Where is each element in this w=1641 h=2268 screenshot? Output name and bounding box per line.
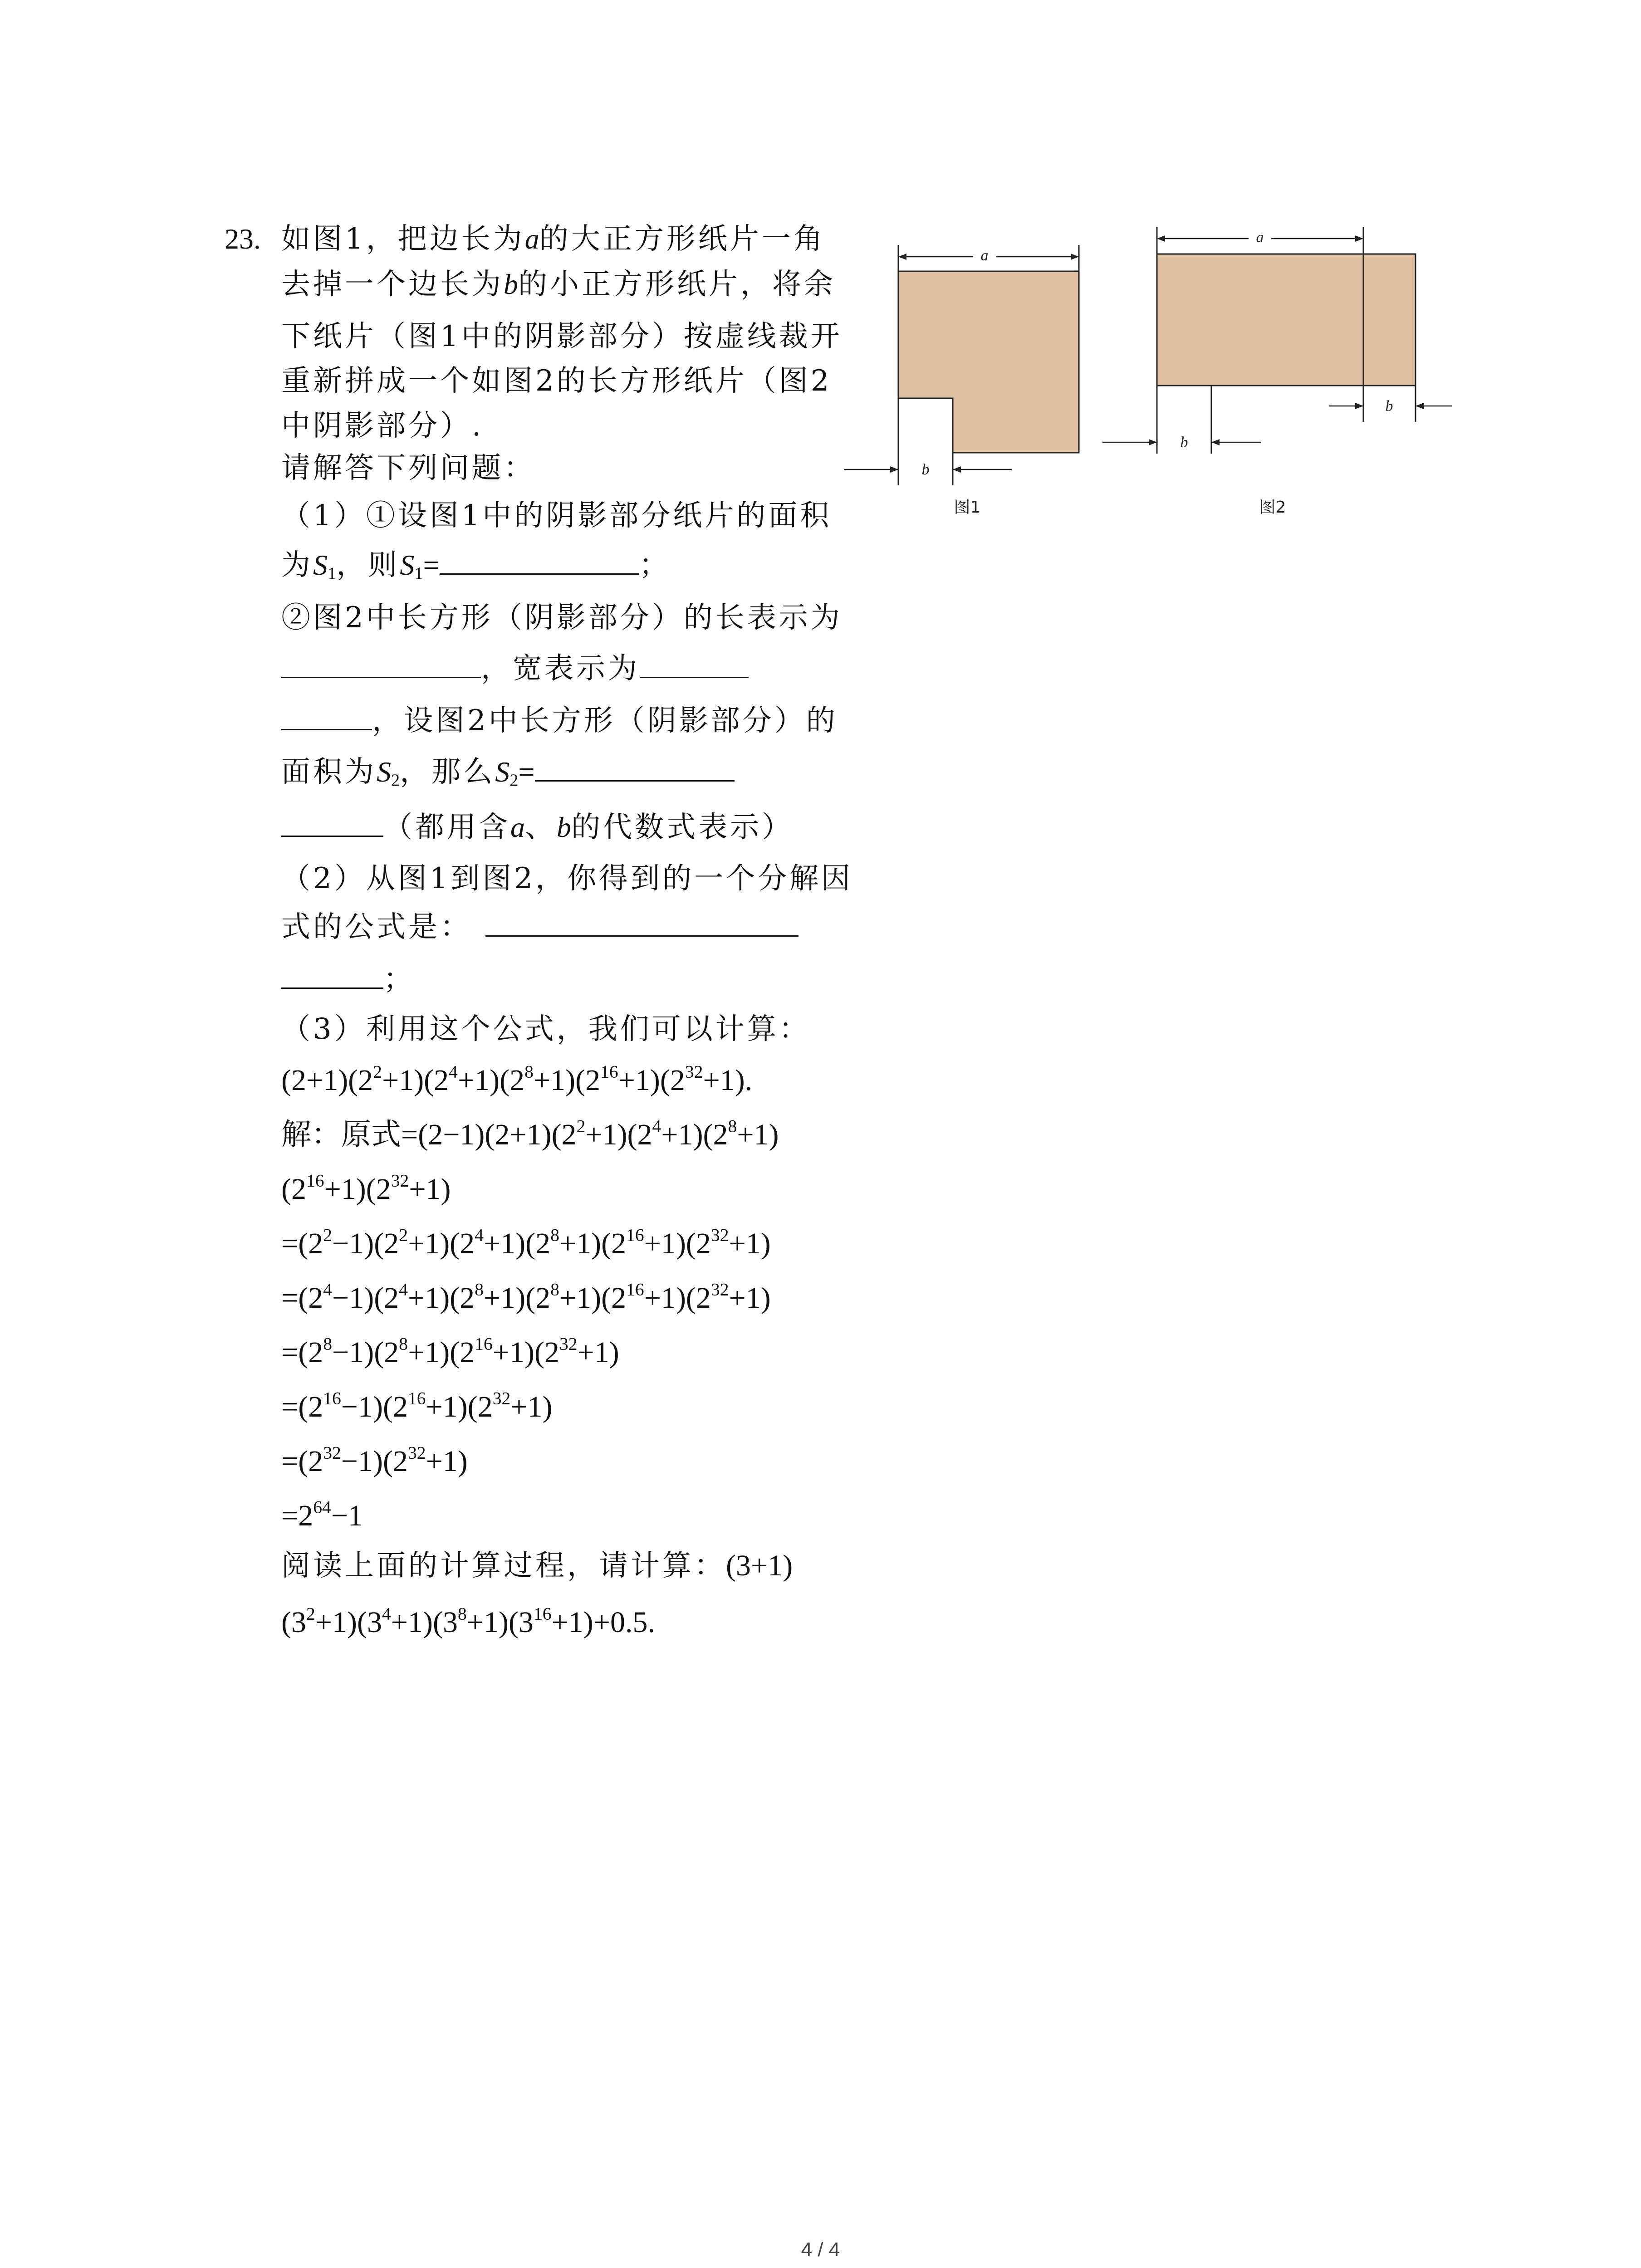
figure-1-shaded-region bbox=[898, 271, 1079, 453]
text-run: 、 bbox=[525, 811, 557, 844]
expr-base: +1) bbox=[729, 1227, 771, 1260]
expr-exponent: 32 bbox=[710, 1279, 729, 1300]
math-variable: a bbox=[524, 223, 539, 255]
s1-answer-blank[interactable] bbox=[440, 550, 639, 575]
math-variable: b bbox=[504, 268, 518, 300]
expr-exponent: 32 bbox=[323, 1442, 341, 1463]
expr-exponent: 16 bbox=[626, 1225, 644, 1245]
expr-base: +1) bbox=[729, 1281, 771, 1315]
width-answer-blank-cont[interactable] bbox=[281, 705, 372, 730]
width-answer-blank[interactable] bbox=[640, 653, 749, 678]
stem-line-2 bbox=[281, 270, 836, 299]
expr-exponent: 8 bbox=[550, 1279, 559, 1300]
text-run: 中阴影部分）. bbox=[281, 409, 484, 443]
text-run: 的代数式表示） bbox=[571, 811, 794, 844]
expr-base: +1) bbox=[409, 1173, 451, 1206]
expr-base: +1)(2 bbox=[492, 1336, 559, 1369]
expr-base: +1)(2 bbox=[585, 1118, 652, 1151]
expr-exponent: 4 bbox=[399, 1279, 408, 1300]
expr-exponent: 8 bbox=[728, 1116, 737, 1136]
q1-line-5: ，设图2中长方形（阴影部分）的 bbox=[281, 705, 838, 735]
expr-base: =(2 bbox=[281, 1281, 323, 1315]
text-run: 下纸片（图1中的阴影部分）按虚线裁开 bbox=[281, 320, 843, 353]
solution-line-5 bbox=[281, 1334, 619, 1369]
expr-base: (3 bbox=[281, 1606, 306, 1639]
expr-base: +1)(2 bbox=[483, 1281, 551, 1315]
stem-line-3 bbox=[281, 322, 843, 351]
text-run: 的小正方形纸片，将余 bbox=[518, 268, 836, 301]
expr-exponent: 32 bbox=[407, 1442, 426, 1463]
expr-base: −1 bbox=[331, 1499, 363, 1532]
q1-line-7 bbox=[281, 812, 794, 842]
expr-exponent: 4 bbox=[382, 1603, 391, 1624]
solution-line-4 bbox=[281, 1279, 771, 1315]
expr-base: +1)(2 bbox=[407, 1281, 475, 1315]
math-variable: b bbox=[557, 811, 571, 843]
expr-exponent: 2 bbox=[576, 1116, 586, 1136]
stem-line-1 bbox=[281, 222, 825, 256]
expr-base: (2+1)(2 bbox=[281, 1064, 373, 1097]
problem-number: 23. bbox=[225, 223, 261, 255]
expr-exponent: 16 bbox=[600, 1061, 618, 1082]
expr-exponent: 64 bbox=[313, 1497, 331, 1517]
expr-exponent: 8 bbox=[475, 1279, 484, 1300]
expr-base: (2 bbox=[281, 1173, 306, 1206]
expr-base: −1)(2 bbox=[332, 1336, 399, 1369]
figure-1 bbox=[844, 245, 1079, 517]
expr-exponent: 32 bbox=[559, 1334, 578, 1354]
figure-1-label-b: b bbox=[921, 461, 930, 478]
text-run: 如图1，把边长为 bbox=[281, 222, 525, 256]
expr-base: +1)+0.5. bbox=[551, 1606, 655, 1639]
expr-base: −1)(2 bbox=[332, 1227, 399, 1260]
expr-base: +1)(2 bbox=[426, 1390, 493, 1423]
q1-line-4: ，宽表示为 bbox=[281, 653, 749, 683]
expr-base: +1)(2 bbox=[559, 1281, 627, 1315]
expr-exponent: 2 bbox=[306, 1603, 315, 1624]
stem-line-5 bbox=[281, 409, 484, 443]
text-run: 重新拼成一个如图2的长方形纸片（图2 bbox=[281, 364, 832, 398]
expr-exponent: 16 bbox=[306, 1170, 324, 1191]
q1-line-2: 为$S_1$，则$S_1=$ ； bbox=[281, 548, 671, 583]
expr-base: +1) bbox=[426, 1445, 468, 1478]
expr-exponent: 32 bbox=[492, 1388, 511, 1408]
figure-1-dim-b bbox=[844, 461, 1012, 478]
expr-exponent: 8 bbox=[323, 1334, 332, 1354]
expr-exponent: 4 bbox=[323, 1279, 332, 1300]
text-run: 请解答下列问题： bbox=[281, 451, 535, 485]
expr-base: (3+1) bbox=[726, 1549, 793, 1582]
expr-exponent: 4 bbox=[652, 1116, 661, 1136]
formula-answer-blank[interactable] bbox=[485, 912, 798, 937]
stem-line-4 bbox=[281, 364, 832, 398]
expr-base: +1)(2 bbox=[407, 1336, 475, 1369]
figure-2 bbox=[1102, 227, 1452, 517]
q2-line-2: 式的公式是： bbox=[281, 912, 798, 942]
expr-base: =(2 bbox=[281, 1445, 323, 1478]
expr-base: +1). bbox=[703, 1064, 753, 1097]
expr-base: +1)(3 bbox=[391, 1606, 458, 1639]
expr-base: +1)(3 bbox=[466, 1606, 534, 1639]
expr-base: =(2 bbox=[281, 1227, 323, 1260]
expr-exponent: 32 bbox=[391, 1170, 409, 1191]
expr-exponent: 4 bbox=[449, 1061, 458, 1082]
expr-base: +1)(2 bbox=[324, 1173, 391, 1206]
s2-answer-blank-cont[interactable] bbox=[281, 812, 383, 837]
q1-line-1: （1）①设图1中的阴影部分纸片的面积 bbox=[281, 499, 832, 533]
expr-exponent: 8 bbox=[550, 1225, 559, 1245]
expr-base: +1)(2 bbox=[483, 1227, 551, 1260]
s2-answer-blank[interactable] bbox=[535, 757, 735, 782]
expr-exponent: 16 bbox=[626, 1279, 644, 1300]
figure-2-label-a: a bbox=[1256, 229, 1264, 246]
expr-base: +1)(2 bbox=[661, 1118, 728, 1151]
solution-line-8 bbox=[281, 1497, 363, 1532]
expr-base: +1)(2 bbox=[457, 1064, 525, 1097]
figure-1-label-a: a bbox=[980, 247, 989, 264]
read-prompt-line: 阅读上面的计算过程，请计算：(3+1) bbox=[281, 1549, 793, 1583]
text-run: 去掉一个边长为 bbox=[281, 268, 504, 301]
expr-base: =(2 bbox=[281, 1336, 323, 1369]
q1-line-3: ②图2中长方形（阴影部分）的长表示为 bbox=[281, 601, 843, 635]
q2-line-1: （2）从图1到图2，你得到的一个分解因 bbox=[281, 862, 853, 895]
expr-base: +1)(2 bbox=[407, 1227, 475, 1260]
solution-line-7 bbox=[281, 1442, 468, 1478]
expr-base: +1) bbox=[737, 1118, 779, 1151]
figure-2-shaded-rectangle bbox=[1157, 254, 1416, 386]
q3-expression bbox=[281, 1061, 753, 1097]
expr-base: +1)(2 bbox=[644, 1227, 711, 1260]
figure-2-label-b-bottom: b bbox=[1180, 434, 1188, 451]
text-run: （都用含 bbox=[383, 811, 510, 844]
expr-base: +1)(2 bbox=[382, 1064, 449, 1097]
figure-2-label-b-right: b bbox=[1385, 398, 1393, 415]
q2-line-3: ； bbox=[281, 964, 415, 994]
figure-1-caption: 图1 bbox=[954, 498, 981, 517]
expr-exponent: 16 bbox=[323, 1388, 341, 1408]
expr-base: +1)(2 bbox=[533, 1064, 601, 1097]
solution-line-3 bbox=[281, 1225, 771, 1260]
expr-exponent: 2 bbox=[323, 1225, 332, 1245]
expr-exponent: 32 bbox=[685, 1061, 703, 1082]
figure-2-dim-a bbox=[1157, 227, 1363, 248]
expr-base: −1)(2 bbox=[332, 1281, 399, 1315]
math-variable: a bbox=[510, 811, 525, 843]
figure-2-dim-b-bottom bbox=[1102, 434, 1261, 451]
expr-exponent: 16 bbox=[475, 1334, 493, 1354]
solution-line-2 bbox=[281, 1170, 451, 1206]
expr-exponent: 16 bbox=[407, 1388, 426, 1408]
expr-exponent: 8 bbox=[399, 1334, 408, 1354]
expr-base: +1) bbox=[510, 1390, 553, 1423]
expr-exponent: 16 bbox=[533, 1603, 552, 1624]
expr-base: =2 bbox=[281, 1499, 314, 1532]
expr-exponent: 4 bbox=[475, 1225, 484, 1245]
expr-base: +1)(2 bbox=[559, 1227, 627, 1260]
expr-base: −1)(2 bbox=[341, 1390, 408, 1423]
figure-2-dim-b-right bbox=[1329, 398, 1452, 415]
expr-base: =(2 bbox=[281, 1390, 323, 1423]
expr-exponent: 8 bbox=[524, 1061, 534, 1082]
figures bbox=[844, 213, 1506, 542]
figure-1-dim-a bbox=[898, 245, 1079, 266]
expr-base: −1)(2 bbox=[341, 1445, 408, 1478]
length-answer-blank[interactable] bbox=[281, 653, 481, 678]
figures-svg bbox=[844, 213, 1506, 540]
figure-2-caption: 图2 bbox=[1259, 498, 1286, 517]
expr-base: +1) bbox=[577, 1336, 619, 1369]
q3-line-1: （3）利用这个公式，我们可以计算： bbox=[281, 1012, 811, 1046]
solution-line-1 bbox=[281, 1116, 779, 1151]
expr-exponent: 2 bbox=[373, 1061, 382, 1082]
page-number: 4 / 4 bbox=[801, 2239, 840, 2261]
expr-base: +1)(2 bbox=[618, 1064, 685, 1097]
expr-base: 解：原式=(2−1)(2+1)(2 bbox=[281, 1118, 577, 1151]
q1-line-6: 面积为$S_2$，那么$S_2=$ bbox=[281, 757, 735, 787]
formula-answer-blank-cont[interactable] bbox=[281, 964, 383, 989]
expr-exponent: 2 bbox=[399, 1225, 408, 1245]
expr-exponent: 8 bbox=[457, 1603, 467, 1624]
stem-line-6 bbox=[281, 451, 535, 485]
expr-base: +1)(3 bbox=[315, 1606, 382, 1639]
expr-exponent: 32 bbox=[710, 1225, 729, 1245]
expr-base: +1)(2 bbox=[644, 1281, 711, 1315]
solution-line-6 bbox=[281, 1388, 553, 1423]
final-expression bbox=[281, 1603, 655, 1639]
text-run: 的大正方形纸片一角 bbox=[539, 222, 825, 256]
